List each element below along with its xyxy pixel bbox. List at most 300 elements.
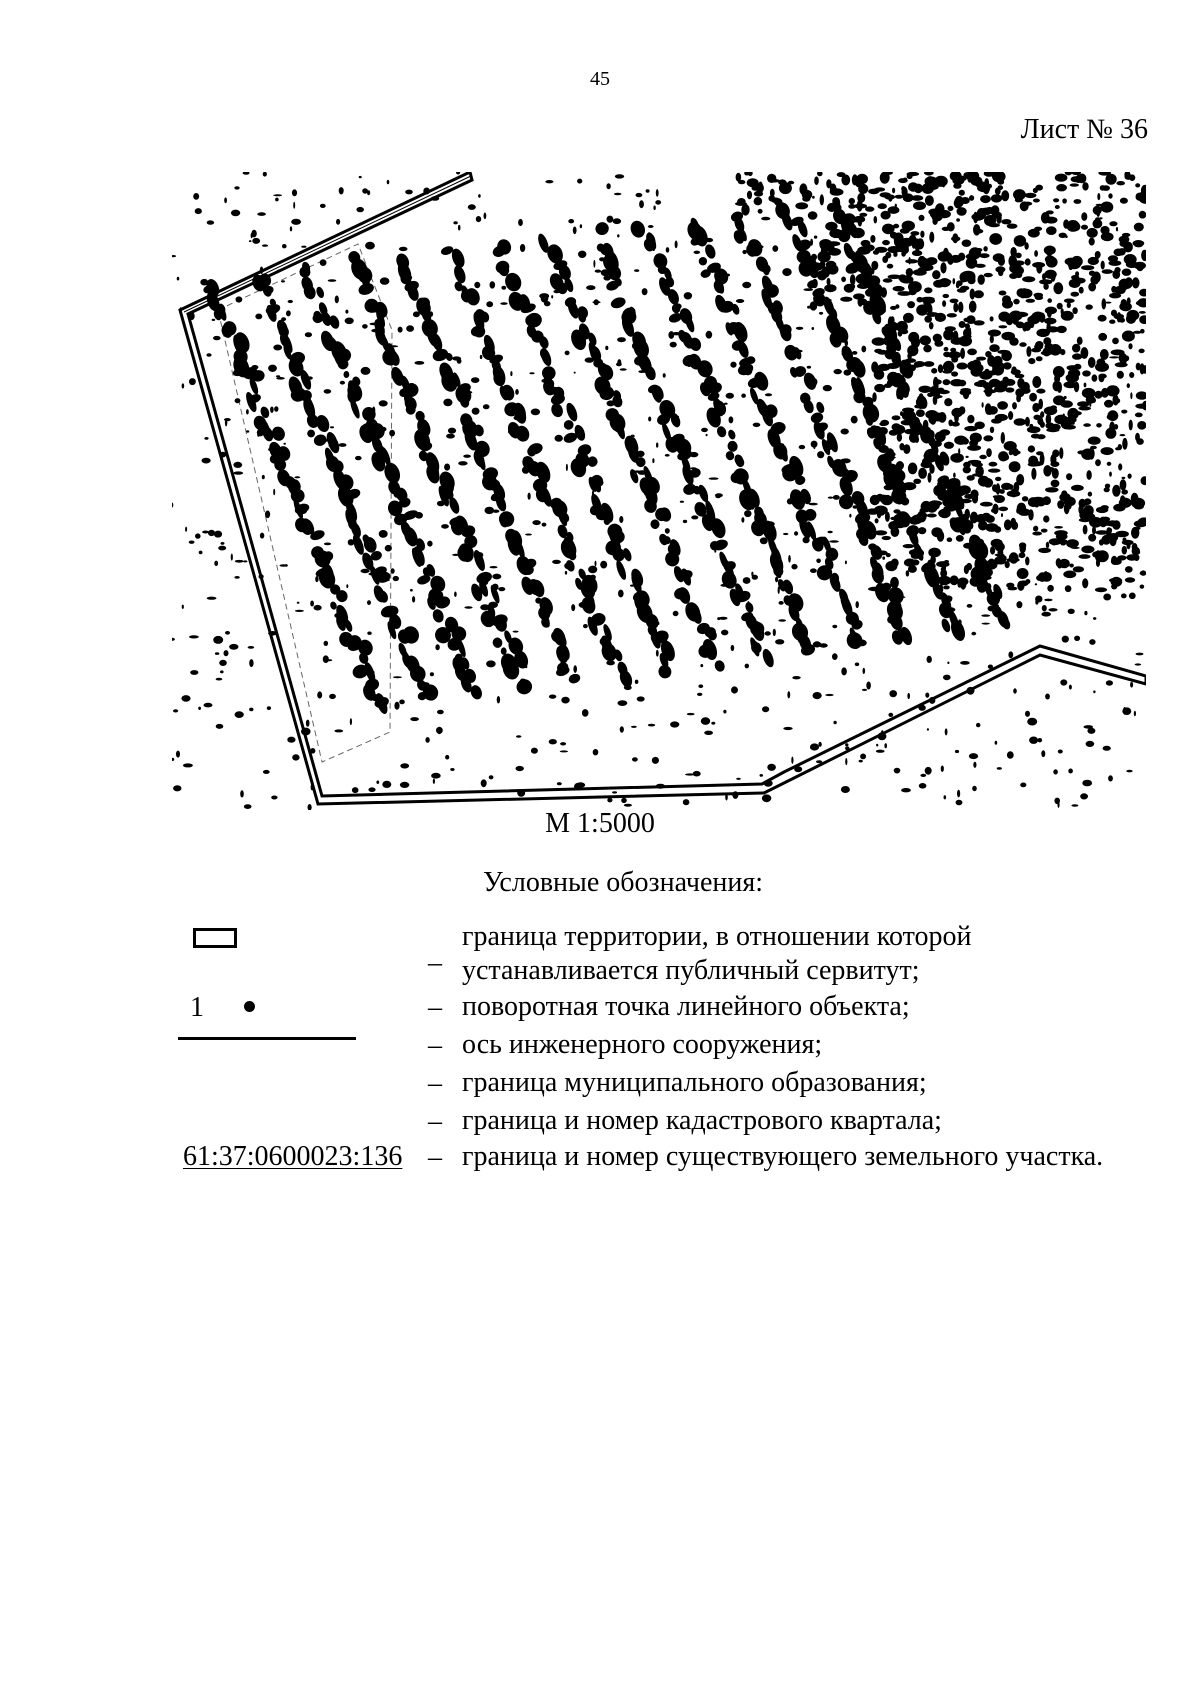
forest-blob (948, 420, 953, 427)
vegetation-speck (480, 355, 483, 359)
forest-blob (969, 195, 974, 201)
vegetation-speck (792, 676, 800, 679)
vegetation-speck (288, 300, 293, 303)
vegetation-speck (809, 503, 818, 506)
forest-blob (758, 209, 763, 214)
vegetation-speck (1084, 383, 1087, 388)
forest-blob (1055, 174, 1068, 182)
forest-blob (929, 232, 934, 243)
vegetation-speck (224, 418, 231, 421)
forest-blob (827, 241, 841, 246)
vegetation-speck (249, 659, 253, 667)
vegetation-speck (783, 727, 792, 730)
forest-blob (855, 250, 861, 257)
forest-blob (920, 231, 924, 238)
vegetation-speck (1122, 477, 1126, 479)
forest-blob (994, 495, 1005, 503)
forest-blob (976, 548, 986, 555)
vegetation-speck (639, 200, 644, 208)
forest-blob (1019, 542, 1026, 548)
vegetation-speck (704, 731, 713, 735)
forest-blob (899, 443, 904, 450)
vegetation-speck (182, 605, 184, 609)
vegetation-speck (500, 302, 507, 305)
vegetation-speck (219, 660, 227, 666)
forest-blob (914, 548, 924, 559)
vegetation-speck (971, 632, 976, 636)
forest-blob (1110, 412, 1116, 420)
vegetation-speck (941, 766, 944, 772)
forest-blob (1102, 269, 1113, 274)
vegetation-speck (742, 250, 746, 254)
vegetation-speck (648, 724, 655, 727)
forest-blob (1077, 337, 1083, 345)
vegetation-speck (726, 393, 734, 399)
forest-blob (870, 495, 880, 505)
vegetation-speck (454, 592, 457, 597)
vegetation-speck (586, 285, 595, 290)
vegetation-speck (276, 377, 285, 380)
forest-blob (893, 382, 900, 386)
forest-blob (851, 228, 864, 238)
forest-blob (960, 389, 972, 395)
vegetation-speck (947, 662, 949, 665)
forest-blob (951, 371, 958, 376)
forest-blob (1102, 298, 1107, 309)
vegetation-speck (945, 728, 948, 735)
forest-blob (1111, 577, 1123, 587)
forest-blob (991, 194, 1002, 202)
forest-blob (1079, 287, 1084, 294)
forest-blob (1095, 587, 1107, 592)
forest-blob (918, 426, 931, 436)
vegetation-speck (573, 227, 577, 235)
forest-blob (892, 415, 901, 420)
forest-blob (884, 465, 897, 474)
forest-blob (937, 491, 950, 501)
forest-blob (931, 392, 939, 397)
vegetation-speck (973, 762, 976, 768)
vegetation-speck (595, 561, 597, 567)
vegetation-speck (1035, 600, 1038, 605)
forest-blob (970, 433, 982, 443)
vegetation-speck (580, 224, 582, 228)
forest-blob (880, 192, 891, 197)
page-number: 45 (590, 68, 610, 90)
vegetation-speck (959, 321, 966, 328)
vegetation-speck (306, 720, 310, 727)
vegetation-speck (486, 660, 496, 667)
forest-blob (1125, 577, 1135, 582)
vegetation-speck (717, 617, 720, 620)
vegetation-speck (433, 779, 435, 784)
vegetation-speck (779, 601, 784, 605)
forest-blob (1134, 550, 1141, 555)
vegetation-speck (251, 230, 256, 238)
vegetation-speck (176, 751, 180, 758)
forest-blob (1088, 534, 1096, 542)
forest-blob (865, 206, 874, 211)
vegetation-speck (997, 767, 1002, 770)
vegetation-speck (173, 709, 178, 712)
forest-blob (1028, 229, 1040, 238)
vegetation-speck (605, 346, 608, 350)
forest-blob (849, 198, 855, 204)
vegetation-speck (1074, 636, 1080, 641)
forest-blob (952, 490, 964, 497)
legend-axis-line-symbol (178, 1037, 356, 1040)
forest-blob (747, 191, 752, 200)
vegetation-speck (1130, 392, 1132, 399)
forest-blob (1129, 420, 1133, 431)
forest-blob (1134, 241, 1139, 247)
forest-blob (1013, 189, 1026, 200)
vegetation-speck (700, 664, 703, 667)
forest-blob (1137, 421, 1146, 430)
vegetation-speck (1065, 235, 1067, 238)
forest-blob (814, 176, 819, 185)
forest-blob (1020, 289, 1032, 299)
vegetation-speck (767, 764, 776, 771)
vegetation-speck (315, 576, 318, 582)
vegetation-speck (344, 371, 350, 378)
vegetation-speck (446, 434, 455, 439)
vegetation-speck (281, 280, 285, 282)
forest-blob (991, 205, 1000, 216)
forest-blob (958, 336, 972, 347)
vegetation-speck (819, 312, 823, 315)
forest-blob (977, 585, 989, 589)
vegetation-speck (762, 706, 769, 712)
vegetation-speck (235, 560, 244, 563)
forest-blob (906, 268, 913, 277)
vegetation-speck (765, 393, 772, 396)
forest-blob (1092, 374, 1098, 381)
forest-blob (919, 215, 925, 221)
forest-blob (1007, 442, 1012, 448)
forest-blob (820, 194, 824, 205)
vegetation-speck (231, 210, 240, 217)
vegetation-speck (285, 564, 288, 567)
forest-blob (841, 175, 850, 186)
forest-blob (1001, 190, 1009, 201)
forest-blob (1010, 247, 1016, 257)
forest-blob (960, 348, 965, 359)
legend-boundary-rectangle-symbol (193, 928, 237, 948)
forest-blob (984, 215, 996, 226)
forest-blob (1035, 341, 1043, 348)
forest-blob (1064, 425, 1076, 430)
vegetation-speck (568, 219, 574, 223)
forest-blob (1038, 548, 1051, 553)
vegetation-speck (400, 763, 409, 768)
vegetation-speck (683, 799, 690, 805)
vegetation-speck (1074, 199, 1082, 204)
vegetation-speck (607, 798, 612, 803)
vegetation-speck (668, 331, 674, 339)
forest-blob (944, 361, 951, 372)
forest-blob (770, 189, 775, 197)
vegetation-speck (520, 244, 525, 252)
vegetation-speck (394, 702, 399, 710)
vegetation-speck (693, 771, 701, 777)
vegetation-speck (859, 760, 863, 763)
forest-blob (1120, 497, 1127, 508)
forest-blob (888, 521, 899, 530)
forest-blob (747, 178, 759, 187)
vegetation-speck (944, 795, 947, 799)
forest-blob (1075, 271, 1079, 277)
forest-blob (947, 537, 953, 542)
forest-blob (1140, 363, 1145, 374)
forest-blob (908, 463, 918, 475)
forest-blob (1044, 246, 1056, 255)
forest-blob (1012, 402, 1017, 409)
vegetation-speck (234, 576, 239, 579)
forest-blob (954, 436, 967, 445)
vegetation-speck (782, 268, 791, 276)
forest-blob (967, 415, 974, 424)
forest-blob (997, 401, 1008, 410)
forest-blob (754, 197, 763, 205)
forest-blob (1022, 496, 1028, 501)
vegetation-speck (967, 604, 973, 608)
forest-blob (887, 363, 900, 369)
forest-blob (1125, 356, 1129, 362)
vegetation-speck (1071, 292, 1080, 297)
forest-blob (1078, 174, 1087, 184)
vegetation-speck (813, 692, 822, 699)
forest-blob (857, 283, 869, 289)
forest-blob (900, 228, 910, 234)
vegetation-speck (215, 652, 219, 655)
forest-blob (987, 355, 995, 366)
vegetation-speck (399, 247, 408, 251)
forest-blob (1122, 331, 1135, 342)
forest-blob (1111, 310, 1117, 317)
forest-blob (983, 568, 990, 578)
vegetation-speck (346, 584, 348, 588)
vegetation-speck (631, 726, 637, 728)
forest-blob (827, 248, 838, 253)
vegetation-speck (796, 327, 803, 330)
vegetation-speck (1069, 685, 1072, 690)
vegetation-speck (214, 531, 222, 538)
vegetation-speck (406, 325, 414, 332)
vegetation-speck (262, 244, 268, 246)
forest-blob (1031, 468, 1036, 480)
vegetation-speck (262, 475, 265, 479)
forest-blob (892, 423, 901, 431)
vegetation-speck (320, 259, 327, 266)
vegetation-speck (1020, 783, 1026, 788)
vegetation-speck (273, 194, 282, 196)
forest-blob (1051, 480, 1060, 488)
vegetation-speck (334, 729, 343, 732)
forest-blob (810, 301, 818, 310)
vegetation-speck (399, 700, 405, 705)
vegetation-speck (577, 179, 582, 184)
forest-blob (922, 183, 934, 194)
forest-blob (1011, 366, 1017, 374)
vegetation-speck (576, 782, 585, 787)
legend-title: Условные обозначения: (482, 867, 764, 898)
vegetation-speck (445, 755, 449, 760)
vegetation-speck (345, 318, 354, 325)
vegetation-speck (283, 443, 286, 445)
vegetation-speck (335, 296, 339, 304)
vegetation-speck (894, 768, 901, 774)
vegetation-speck (876, 744, 878, 747)
vegetation-speck (444, 464, 450, 471)
vegetation-speck (574, 372, 576, 374)
forest-blob (1139, 211, 1146, 219)
vegetation-speck (557, 782, 562, 785)
forest-blob (911, 195, 923, 201)
forest-blob (1041, 529, 1048, 533)
forest-blob (1037, 434, 1046, 439)
vegetation-speck (1109, 221, 1117, 226)
forest-blob (1072, 353, 1082, 359)
forest-blob (1056, 533, 1068, 540)
forest-blob (934, 379, 942, 384)
forest-blob (1027, 426, 1041, 433)
vegetation-speck (282, 244, 287, 248)
vegetation-speck (1033, 199, 1040, 203)
vegetation-speck (632, 757, 638, 761)
forest-blob (942, 300, 946, 307)
forest-blob (905, 197, 911, 201)
forest-blob (976, 248, 983, 252)
forest-blob (1036, 263, 1042, 274)
vegetation-speck (410, 589, 413, 592)
vegetation-speck (803, 288, 813, 291)
vegetation-speck (389, 430, 395, 437)
forest-blob (959, 190, 965, 196)
forest-blob (771, 198, 780, 204)
vegetation-speck (1082, 780, 1092, 787)
vegetation-speck (882, 556, 885, 559)
vegetation-speck (362, 324, 368, 329)
vegetation-speck (741, 517, 744, 523)
vegetation-speck (1083, 423, 1091, 427)
legend-dash: – (428, 1142, 442, 1173)
vegetation-speck (248, 646, 255, 649)
vegetation-speck (243, 560, 247, 562)
forest-blob (1098, 315, 1107, 322)
vegetation-speck (490, 566, 498, 568)
vegetation-speck (355, 456, 362, 460)
vegetation-speck (1089, 639, 1095, 645)
legend-parcel-number: 61:37:0600023:136 (183, 1141, 403, 1172)
forest-blob (983, 246, 987, 251)
forest-blob (900, 275, 914, 283)
forest-blob (995, 414, 1008, 421)
vegetation-speck (1029, 737, 1038, 744)
forest-blob (767, 174, 776, 183)
forest-blob (874, 530, 887, 535)
vegetation-speck (665, 528, 670, 534)
vegetation-speck (202, 458, 211, 464)
vegetation-speck (1118, 463, 1122, 470)
legend-dash: – (428, 1030, 442, 1061)
vegetation-speck (1068, 609, 1075, 614)
sheet-label: Лист № 36 (1020, 114, 1148, 145)
vegetation-speck (925, 693, 929, 698)
forest-blob (998, 312, 1010, 322)
forest-blob (1075, 278, 1085, 284)
vegetation-speck (1007, 751, 1014, 758)
forest-blob (1035, 185, 1043, 191)
vegetation-speck (430, 672, 434, 676)
vegetation-speck (765, 631, 771, 635)
vegetation-speck (772, 245, 778, 252)
forest-blob (890, 306, 897, 310)
vegetation-speck (231, 554, 233, 561)
vegetation-speck (670, 721, 679, 727)
vegetation-speck (698, 684, 703, 688)
forest-blob (978, 275, 985, 285)
forest-blob (1086, 304, 1093, 309)
vegetation-speck (359, 176, 362, 178)
vegetation-speck (619, 516, 623, 523)
vegetation-speck (1121, 593, 1127, 598)
forest-blob (963, 172, 970, 178)
vegetation-speck (723, 710, 726, 714)
forest-blob (900, 366, 905, 374)
forest-blob (1057, 539, 1068, 543)
forest-blob (888, 206, 900, 214)
forest-blob (868, 543, 877, 550)
vegetation-speck (814, 236, 817, 239)
vegetation-speck (1093, 617, 1096, 620)
forest-blob (896, 387, 901, 399)
forest-blob (1043, 283, 1048, 290)
vegetation-speck (367, 632, 371, 635)
vegetation-speck (483, 404, 490, 409)
forest-blob (936, 561, 949, 567)
legend-text: поворотная точка линейного объекта; (462, 991, 910, 1022)
vegetation-speck (860, 754, 866, 760)
forest-blob (937, 482, 942, 487)
forest-blob (1086, 470, 1091, 480)
forest-blob (1112, 270, 1120, 279)
vegetation-speck (183, 763, 193, 767)
forest-blob (1064, 299, 1075, 304)
vegetation-speck (516, 735, 521, 737)
vegetation-speck (1026, 299, 1036, 303)
vegetation-speck (531, 409, 540, 416)
forest-blob (1081, 265, 1094, 270)
forest-blob (1077, 401, 1089, 407)
forest-blob (1094, 391, 1102, 399)
vegetation-speck (1109, 472, 1112, 477)
forest-blob (967, 445, 981, 451)
forest-blob (903, 313, 914, 323)
vegetation-speck (525, 534, 532, 536)
forest-blob (893, 509, 900, 513)
forest-blob (916, 409, 925, 417)
vegetation-speck (1019, 342, 1026, 347)
forest-blob (1043, 515, 1049, 522)
forest-blob (878, 427, 888, 435)
forest-blob (874, 369, 885, 380)
vegetation-speck (943, 294, 950, 298)
vegetation-speck (324, 659, 332, 661)
vegetation-speck (565, 571, 567, 575)
vegetation-speck (731, 686, 738, 693)
forest-blob (903, 544, 915, 548)
